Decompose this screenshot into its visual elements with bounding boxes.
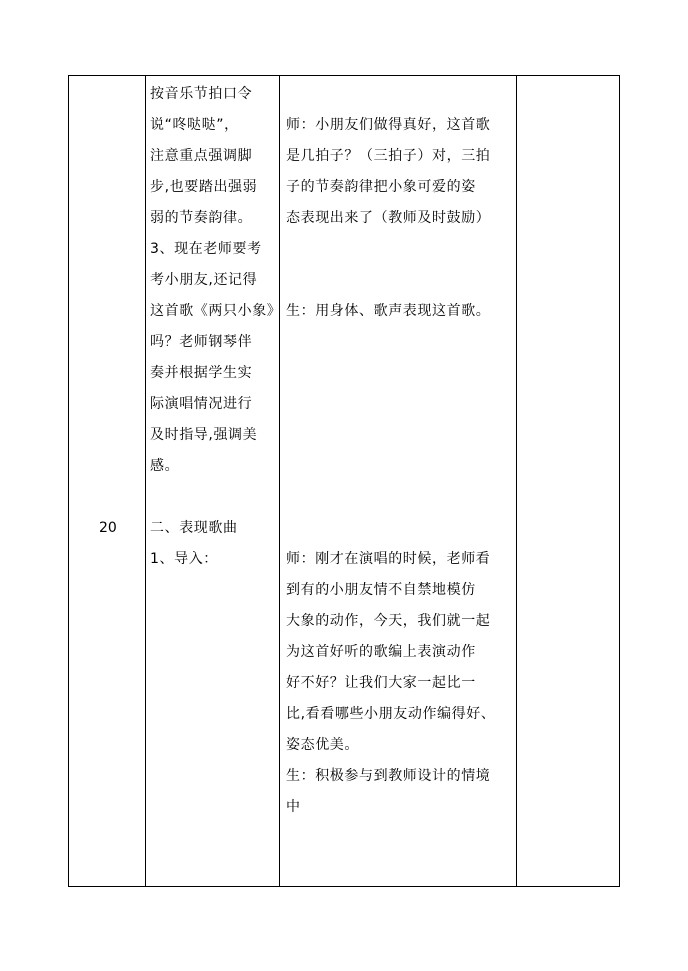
teacher-line: 吗？老师钢琴伴 (150, 334, 253, 350)
teacher-line: 考小朋友,还记得 (150, 272, 258, 288)
student-line: 师：刚才在演唱的时候，老师看 (286, 551, 491, 567)
student-line: 姿态优美。 (286, 737, 359, 753)
section-heading: 二、表现歌曲 (150, 520, 238, 536)
student-line: 子的节奏韵律把小象可爱的姿 (286, 179, 476, 195)
teacher-line: 及时指导,强调美 (150, 427, 258, 443)
student-line: 比,看看哪些小朋友动作编得好、 (286, 706, 496, 722)
teacher-line: 按音乐节拍口令 (150, 86, 253, 102)
student-line: 师：小朋友们做得真好，这首歌 (286, 117, 491, 133)
time-cell: 20 (99, 520, 117, 536)
student-line: 好不好？让我们大家一起比一 (286, 675, 476, 691)
student-line: 生：积极参与到教师设计的情境 (286, 768, 491, 784)
teacher-line: 3、现在老师要考 (150, 241, 262, 257)
student-line: 到有的小朋友情不自禁地模仿 (286, 582, 476, 598)
teacher-line: 1、导入： (150, 551, 218, 567)
student-line: 生：用身体、歌声表现这首歌。 (286, 303, 491, 319)
teacher-line: 这首歌《两只小象》 (150, 303, 282, 319)
student-line: 大象的动作，今天，我们就一起 (286, 613, 491, 629)
student-line: 为这首好听的歌编上表演动作 (286, 644, 476, 660)
column-divider-2 (279, 76, 280, 886)
teacher-line: 弱的节奏韵律。 (150, 210, 253, 226)
teacher-line: 说“咚哒哒”， (150, 117, 239, 133)
student-line: 中 (286, 799, 301, 815)
teacher-line: 步,也要踏出强弱 (150, 179, 258, 195)
column-divider-1 (145, 76, 146, 886)
teacher-line: 奏并根据学生实 (150, 365, 253, 381)
lesson-plan-table (68, 75, 620, 887)
column-divider-3 (516, 76, 517, 886)
teacher-line: 感。 (150, 458, 180, 474)
student-line: 态表现出来了（教师及时鼓励） (286, 210, 491, 226)
teacher-line: 注意重点强调脚 (150, 148, 253, 164)
student-line: 是几拍子？（三拍子）对，三拍 (286, 148, 491, 164)
teacher-line: 际演唱情况进行 (150, 396, 253, 412)
